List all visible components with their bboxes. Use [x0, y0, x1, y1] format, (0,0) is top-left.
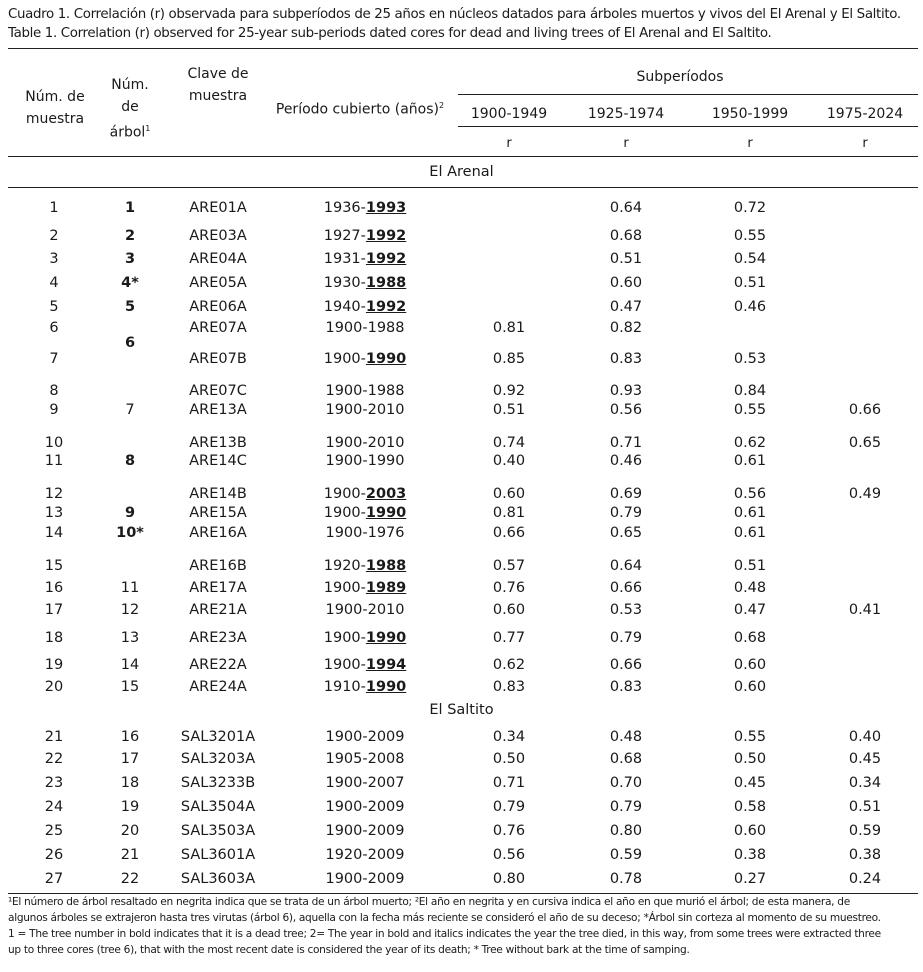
tree-number-6: 6 [124, 335, 136, 351]
header-r-4: r [862, 136, 868, 151]
period-covered [290, 484, 440, 504]
r-value-period-3: 0.47 [733, 602, 767, 618]
header-period-2: 1925-1974 [587, 106, 665, 122]
period-start: 1900-2010 [325, 435, 405, 451]
sample-key: ARE03A [189, 228, 247, 244]
row-number: 6 [49, 320, 59, 336]
period-covered [290, 523, 440, 543]
row-number: 18 [44, 630, 64, 646]
sample-key: ARE22A [189, 657, 247, 673]
r-value-period-2: 0.71 [609, 435, 643, 451]
r-value-period-3: 0.55 [733, 729, 767, 745]
sample-key: ARE24A [189, 679, 247, 695]
row-number: 5 [49, 299, 59, 315]
sample-key: ARE17A [189, 580, 247, 596]
row-number: 10 [44, 435, 64, 451]
row-number: 7 [49, 351, 59, 367]
r-value-period-3: 0.60 [733, 823, 767, 839]
r-value-period-2: 0.69 [609, 486, 643, 502]
r-value-period-1: 0.79 [492, 799, 526, 815]
period-covered [290, 556, 440, 576]
period-covered [290, 773, 440, 793]
sample-key: ARE21A [189, 602, 247, 618]
r-value-period-2: 0.66 [609, 580, 643, 596]
r-value-period-3: 0.38 [733, 847, 767, 863]
sample-key: ARE05A [189, 275, 247, 291]
row-number: 1 [49, 200, 59, 216]
period-covered [290, 655, 440, 675]
row-number: 13 [44, 505, 64, 521]
sample-key: ARE07B [189, 351, 247, 367]
header-bottom-rule [8, 156, 918, 157]
sample-key: ARE16B [189, 558, 247, 574]
r-value-period-3: 0.48 [733, 580, 767, 596]
r-value-period-2: 0.64 [609, 200, 643, 216]
tree-number: 16 [120, 729, 140, 745]
header-periodo: Período cubierto (años)$^2$ [275, 101, 445, 118]
tree-number: 19 [120, 799, 140, 815]
period-covered [290, 273, 440, 293]
r-value-period-3: 0.61 [733, 505, 767, 521]
period-start: 1920- [323, 558, 366, 574]
death-year: 1989 [365, 580, 407, 596]
period-start: 1900- [323, 351, 366, 367]
header-clave: Clave de muestra [187, 66, 249, 104]
header-num-arbol: Núm. de árbol$^1$ [109, 77, 151, 141]
r-value-period-2: 0.79 [609, 505, 643, 521]
tree-number: 1 [124, 200, 136, 216]
header-r-1: r [506, 136, 512, 151]
r-value-period-2: 0.53 [609, 602, 643, 618]
tree-number: 5 [124, 299, 136, 315]
r-value-period-1: 0.76 [492, 823, 526, 839]
tree-number: 9 [124, 505, 136, 521]
tree-number: 21 [120, 847, 140, 863]
death-year: 1990 [365, 630, 407, 646]
period-covered [290, 318, 440, 338]
r-value-period-2: 0.79 [609, 630, 643, 646]
tree-number: 8 [124, 453, 136, 469]
caption-es: Cuadro 1. Correlación (r) observada para subperíodos de 25 años en núcleos datados para árboles muertos y vivos del El Arenal y El Saltito. [8, 7, 901, 22]
period-start: 1900-1990 [325, 453, 405, 469]
period-covered [290, 400, 440, 420]
period-start: 1940- [323, 299, 366, 315]
row-number: 21 [44, 729, 64, 745]
r-value-period-1: 0.51 [492, 402, 526, 418]
r-value-period-4: 0.41 [848, 602, 882, 618]
period-start: 1900-1988 [325, 320, 405, 336]
r-value-period-2: 0.59 [609, 847, 643, 863]
period-covered [290, 821, 440, 841]
r-value-period-4: 0.40 [848, 729, 882, 745]
period-start: 1900-2009 [325, 871, 405, 887]
r-value-period-3: 0.53 [733, 351, 767, 367]
r-value-period-2: 0.46 [609, 453, 643, 469]
r-value-period-3: 0.56 [733, 486, 767, 502]
sample-key: SAL3601A [180, 847, 256, 863]
r-value-period-3: 0.55 [733, 228, 767, 244]
r-value-period-2: 0.68 [609, 228, 643, 244]
r-value-period-4: 0.45 [848, 751, 882, 767]
row-number: 26 [44, 847, 64, 863]
death-year: 1990 [365, 679, 407, 695]
tree-number: 12 [120, 602, 140, 618]
table-bottom-rule [8, 893, 918, 894]
period-start: 1900- [323, 505, 366, 521]
death-year: 1992 [365, 228, 407, 244]
row-number: 11 [44, 453, 64, 469]
section-el-saltito: El Saltito [429, 702, 494, 718]
period-start: 1900-2010 [325, 602, 405, 618]
r-value-period-4: 0.51 [848, 799, 882, 815]
period-start: 1900-2009 [325, 823, 405, 839]
r-value-period-1: 0.56 [492, 847, 526, 863]
table-top-rule [8, 48, 918, 49]
r-value-period-1: 0.76 [492, 580, 526, 596]
r-value-period-3: 0.27 [733, 871, 767, 887]
r-value-period-2: 0.65 [609, 525, 643, 541]
row-number: 3 [49, 251, 59, 267]
r-value-period-4: 0.49 [848, 486, 882, 502]
death-year: 2003 [365, 486, 407, 502]
r-value-period-1: 0.50 [492, 751, 526, 767]
r-value-period-3: 0.60 [733, 679, 767, 695]
row-number: 4 [49, 275, 59, 291]
r-value-period-4: 0.38 [848, 847, 882, 863]
period-covered [290, 349, 440, 369]
header-period-3: 1950-1999 [711, 106, 789, 122]
period-covered [290, 600, 440, 620]
period-start: 1900- [323, 657, 366, 673]
death-year: 1988 [365, 558, 407, 574]
header-period-1: 1900-1949 [470, 106, 548, 122]
r-value-period-1: 0.77 [492, 630, 526, 646]
row-number: 9 [49, 402, 59, 418]
r-value-period-1: 0.62 [492, 657, 526, 673]
period-start: 1910- [323, 679, 366, 695]
period-start: 1900- [323, 580, 366, 596]
footnote-line-4: up to three cores (tree 6), that with the most recent date is considered the year of its death; * Tree without bark at the time of samping. [8, 944, 690, 956]
r-value-period-3: 0.72 [733, 200, 767, 216]
row-number: 27 [44, 871, 64, 887]
header-period-4: 1975-2024 [826, 106, 904, 122]
section-arenal-rule [8, 187, 918, 188]
r-value-period-4: 0.59 [848, 823, 882, 839]
r-value-period-2: 0.51 [609, 251, 643, 267]
sample-key: ARE06A [189, 299, 247, 315]
r-value-period-1: 0.66 [492, 525, 526, 541]
header-r-2: r [623, 136, 629, 151]
period-start: 1900-2010 [325, 402, 405, 418]
caption-en: Table 1. Correlation (r) observed for 25-year sub-periods dated cores for dead and living trees of El Arenal and El Saltito. [8, 26, 772, 41]
r-value-period-2: 0.66 [609, 657, 643, 673]
sample-key: SAL3603A [180, 871, 256, 887]
row-number: 12 [44, 486, 64, 502]
r-value-period-3: 0.54 [733, 251, 767, 267]
r-value-period-3: 0.51 [733, 275, 767, 291]
row-number: 8 [49, 383, 59, 399]
r-value-period-1: 0.81 [492, 320, 526, 336]
r-value-period-1: 0.92 [492, 383, 526, 399]
r-value-period-2: 0.48 [609, 729, 643, 745]
r-value-period-1: 0.60 [492, 602, 526, 618]
period-covered [290, 628, 440, 648]
death-year: 1990 [365, 351, 407, 367]
sample-key: ARE15A [189, 505, 247, 521]
r-value-period-3: 0.45 [733, 775, 767, 791]
period-covered [290, 297, 440, 317]
sample-key: ARE04A [189, 251, 247, 267]
r-value-period-1: 0.34 [492, 729, 526, 745]
header-num-muestra: Núm. de muestra [25, 89, 85, 127]
footnote-line-2: algunos árboles se extrajeron hasta tres virutas (árbol 6), aquella con la fecha más reciente se consideró el año de su deceso; *Árbol sin corteza al momento de su muestreo. [8, 912, 881, 924]
period-start: 1905-2008 [325, 751, 405, 767]
period-start: 1900-2007 [325, 775, 405, 791]
period-covered [290, 677, 440, 697]
r-value-period-3: 0.58 [733, 799, 767, 815]
period-covered [290, 381, 440, 401]
r-value-period-1: 0.83 [492, 679, 526, 695]
sample-key: ARE13A [189, 402, 247, 418]
tree-number: 15 [120, 679, 140, 695]
tree-number: 20 [120, 823, 140, 839]
r-value-period-2: 0.56 [609, 402, 643, 418]
period-covered [290, 845, 440, 865]
period-start: 1900-1988 [325, 383, 405, 399]
sample-key: ARE13B [189, 435, 247, 451]
r-value-period-3: 0.60 [733, 657, 767, 673]
tree-number: 4* [121, 275, 139, 291]
tree-number: 11 [120, 580, 140, 596]
sample-key: SAL3201A [180, 729, 256, 745]
row-number: 19 [44, 657, 64, 673]
row-number: 25 [44, 823, 64, 839]
row-number: 16 [44, 580, 64, 596]
death-year: 1990 [365, 505, 407, 521]
row-number: 17 [44, 602, 64, 618]
period-covered [290, 503, 440, 523]
period-covered [290, 451, 440, 471]
row-number: 23 [44, 775, 64, 791]
death-year: 1993 [365, 200, 407, 216]
r-value-period-3: 0.84 [733, 383, 767, 399]
period-covered [290, 869, 440, 889]
r-value-period-2: 0.68 [609, 751, 643, 767]
r-value-period-3: 0.51 [733, 558, 767, 574]
tree-number: 13 [120, 630, 140, 646]
r-value-period-3: 0.68 [733, 630, 767, 646]
period-covered [290, 727, 440, 747]
subperiods-rule [458, 94, 918, 95]
row-number: 15 [44, 558, 64, 574]
period-covered [290, 749, 440, 769]
r-value-period-1: 0.85 [492, 351, 526, 367]
r-value-period-2: 0.47 [609, 299, 643, 315]
sample-key: SAL3504A [180, 799, 256, 815]
sample-key: ARE14B [189, 486, 247, 502]
r-value-period-3: 0.50 [733, 751, 767, 767]
r-value-period-1: 0.80 [492, 871, 526, 887]
sample-key: ARE07A [189, 320, 247, 336]
sample-key: ARE16A [189, 525, 247, 541]
period-start: 1900- [323, 486, 366, 502]
row-number: 20 [44, 679, 64, 695]
r-value-period-2: 0.80 [609, 823, 643, 839]
footnote-line-3: 1 = The tree number in bold indicates that it is a dead tree; 2= The year in bold and italics indicates the year the tree died, in this way, from some trees were extracted three [8, 928, 881, 940]
sample-key: ARE14C [189, 453, 247, 469]
death-year: 1992 [365, 299, 407, 315]
period-covered [290, 198, 440, 218]
row-number: 24 [44, 799, 64, 815]
footnote-line-1: ¹El número de árbol resaltado en negrita indica que se trata de un árbol muerto; ²El año en negrita y en cursiva indica el año en que murió el árbol; de esta manera, de [8, 896, 850, 908]
period-start: 1900-2009 [325, 799, 405, 815]
r-value-period-1: 0.57 [492, 558, 526, 574]
period-covered [290, 797, 440, 817]
r-value-period-2: 0.83 [609, 679, 643, 695]
r-value-period-1: 0.81 [492, 505, 526, 521]
sample-key: SAL3233B [180, 775, 256, 791]
periods-rule [458, 126, 918, 127]
tree-number: 18 [120, 775, 140, 791]
tree-number: 22 [120, 871, 140, 887]
r-value-period-2: 0.93 [609, 383, 643, 399]
period-start: 1900- [323, 630, 366, 646]
period-start: 1936- [323, 200, 366, 216]
period-start: 1931- [323, 251, 366, 267]
section-el-arenal: El Arenal [429, 164, 494, 180]
tree-number: 10* [116, 525, 144, 541]
row-number: 2 [49, 228, 59, 244]
period-start: 1927- [323, 228, 366, 244]
r-value-period-2: 0.78 [609, 871, 643, 887]
r-value-period-3: 0.61 [733, 525, 767, 541]
r-value-period-1: 0.40 [492, 453, 526, 469]
r-value-period-3: 0.61 [733, 453, 767, 469]
period-start: 1900-1976 [325, 525, 405, 541]
period-covered [290, 433, 440, 453]
tree-number: 14 [120, 657, 140, 673]
death-year: 1992 [365, 251, 407, 267]
period-covered [290, 249, 440, 269]
death-year: 1994 [365, 657, 407, 673]
sample-key: SAL3203A [180, 751, 256, 767]
tree-number: 17 [120, 751, 140, 767]
tree-number: 7 [125, 402, 135, 418]
period-covered [290, 226, 440, 246]
r-value-period-1: 0.60 [492, 486, 526, 502]
row-number: 14 [44, 525, 64, 541]
row-number: 22 [44, 751, 64, 767]
r-value-period-4: 0.24 [848, 871, 882, 887]
period-covered [290, 578, 440, 598]
sample-key: SAL3503A [180, 823, 256, 839]
period-start: 1930- [323, 275, 366, 291]
r-value-period-2: 0.82 [609, 320, 643, 336]
r-value-period-2: 0.60 [609, 275, 643, 291]
r-value-period-2: 0.64 [609, 558, 643, 574]
death-year: 1988 [365, 275, 407, 291]
r-value-period-3: 0.46 [733, 299, 767, 315]
r-value-period-2: 0.70 [609, 775, 643, 791]
tree-number: 3 [124, 251, 136, 267]
header-subperiodos: Subperíodos [636, 69, 724, 85]
header-r-3: r [747, 136, 753, 151]
sample-key: ARE07C [189, 383, 247, 399]
period-start: 1920-2009 [325, 847, 405, 863]
r-value-period-2: 0.83 [609, 351, 643, 367]
r-value-period-4: 0.34 [848, 775, 882, 791]
r-value-period-4: 0.66 [848, 402, 882, 418]
r-value-period-1: 0.71 [492, 775, 526, 791]
r-value-period-4: 0.65 [848, 435, 882, 451]
r-value-period-3: 0.62 [733, 435, 767, 451]
sample-key: ARE01A [189, 200, 247, 216]
period-start: 1900-2009 [325, 729, 405, 745]
tree-number: 2 [124, 228, 136, 244]
r-value-period-1: 0.74 [492, 435, 526, 451]
r-value-period-2: 0.79 [609, 799, 643, 815]
r-value-period-3: 0.55 [733, 402, 767, 418]
sample-key: ARE23A [189, 630, 247, 646]
